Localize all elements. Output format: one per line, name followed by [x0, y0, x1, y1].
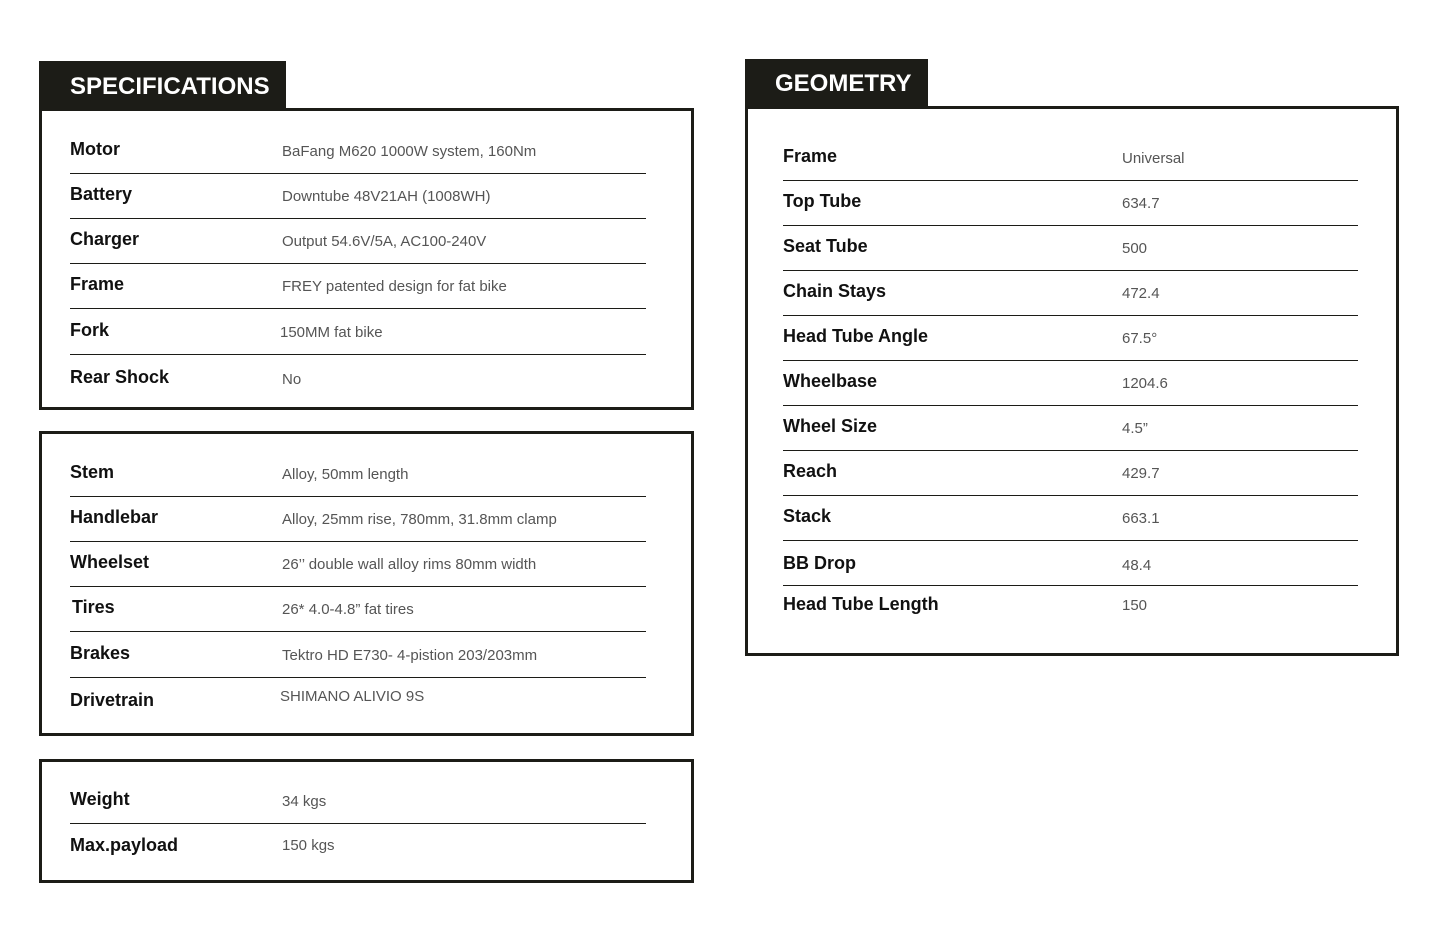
geometry-value: 472.4 — [1122, 285, 1160, 302]
geometry-row — [783, 451, 1358, 496]
spec-row — [70, 309, 646, 355]
spec-value: 34 kgs — [282, 793, 327, 810]
spec-row — [70, 632, 646, 678]
spec-label: Charger — [70, 229, 140, 249]
geometry-value: Universal — [1122, 150, 1185, 167]
spec-value: BaFang M620 1000W system, 160Nm — [282, 143, 537, 160]
spec-label: Wheelset — [70, 552, 150, 572]
geometry-row — [783, 361, 1358, 406]
spec-label: Drivetrain — [70, 690, 155, 710]
geometry-tab — [745, 59, 928, 109]
spec-value: 150MM fat bike — [280, 324, 383, 341]
spec-label: Stem — [70, 462, 115, 482]
geometry-value: 4.5” — [1122, 420, 1148, 437]
spec-label: Handlebar — [70, 507, 159, 527]
geometry-label: Frame — [783, 146, 838, 166]
spec-row — [70, 587, 646, 632]
spec-label: Battery — [70, 184, 133, 204]
geometry-row — [783, 271, 1358, 316]
spec-group-components — [39, 431, 694, 736]
geometry-value: 48.4 — [1122, 557, 1152, 574]
spec-label: Weight — [70, 789, 130, 809]
geometry-label: Top Tube — [783, 191, 862, 211]
spec-value: 26* 4.0-4.8” fat tires — [282, 601, 414, 618]
geometry-value: 429.7 — [1122, 465, 1160, 482]
geometry-label: Head Tube Angle — [783, 326, 929, 346]
spec-group-capacity — [39, 759, 694, 883]
spec-value: Tektro HD E730- 4-pistion 203/203mm — [282, 647, 538, 664]
geometry-title: GEOMETRY — [775, 70, 912, 97]
specifications-title: SPECIFICATIONS — [70, 73, 270, 100]
spec-row — [70, 824, 646, 862]
spec-row — [70, 219, 646, 264]
spec-value: Alloy, 25mm rise, 780mm, 31.8mm clamp — [282, 511, 557, 528]
spec-label: Frame — [70, 274, 125, 294]
spec-value: Alloy, 50mm length — [282, 466, 409, 483]
spec-label: Tires — [72, 597, 115, 617]
geometry-row — [783, 496, 1358, 541]
spec-value: SHIMANO ALIVIO 9S — [280, 688, 425, 705]
spec-value: 26’’ double wall alloy rims 80mm width — [282, 556, 537, 573]
geometry-label: Wheel Size — [783, 416, 878, 436]
geometry-label: Chain Stays — [783, 281, 887, 301]
spec-value: Downtube 48V21AH (1008WH) — [282, 188, 491, 205]
geometry-value: 500 — [1122, 240, 1148, 257]
geometry-value: 150 — [1122, 597, 1148, 614]
spec-row — [70, 454, 646, 497]
spec-value: FREY patented design for fat bike — [282, 278, 507, 295]
geometry-label: Head Tube Length — [783, 594, 939, 614]
geometry-label: BB Drop — [783, 553, 856, 573]
spec-label: Max.payload — [70, 835, 179, 855]
geometry-row — [783, 136, 1358, 181]
geometry-row — [783, 226, 1358, 271]
spec-label: Fork — [70, 320, 110, 340]
spec-label: Rear Shock — [70, 367, 170, 387]
spec-row — [70, 782, 646, 824]
geometry-row — [783, 541, 1358, 586]
spec-value: No — [282, 371, 302, 388]
geometry-label: Seat Tube — [783, 236, 868, 256]
spec-label: Brakes — [70, 643, 131, 663]
geometry-row — [783, 586, 1358, 624]
spec-value: 150 kgs — [282, 837, 335, 854]
geometry-label: Wheelbase — [783, 371, 878, 391]
spec-row — [70, 355, 646, 393]
spec-row — [70, 131, 646, 174]
geometry-row — [783, 406, 1358, 451]
geometry-row — [783, 181, 1358, 226]
geometry-row — [783, 316, 1358, 361]
spec-label: Motor — [70, 139, 120, 159]
spec-row — [70, 678, 646, 716]
geometry-value: 634.7 — [1122, 195, 1160, 212]
geometry-value: 67.5° — [1122, 330, 1158, 347]
geometry-value: 1204.6 — [1122, 375, 1168, 392]
geometry-table — [745, 106, 1399, 656]
spec-row — [70, 542, 646, 587]
geometry-value: 663.1 — [1122, 510, 1160, 527]
spec-row — [70, 174, 646, 219]
specifications-tab — [39, 61, 286, 111]
spec-group-powertrain — [39, 108, 694, 410]
spec-value: Output 54.6V/5A, AC100-240V — [282, 233, 487, 250]
spec-row — [70, 264, 646, 309]
geometry-label: Stack — [783, 506, 832, 526]
geometry-label: Reach — [783, 461, 838, 481]
spec-row — [70, 497, 646, 542]
